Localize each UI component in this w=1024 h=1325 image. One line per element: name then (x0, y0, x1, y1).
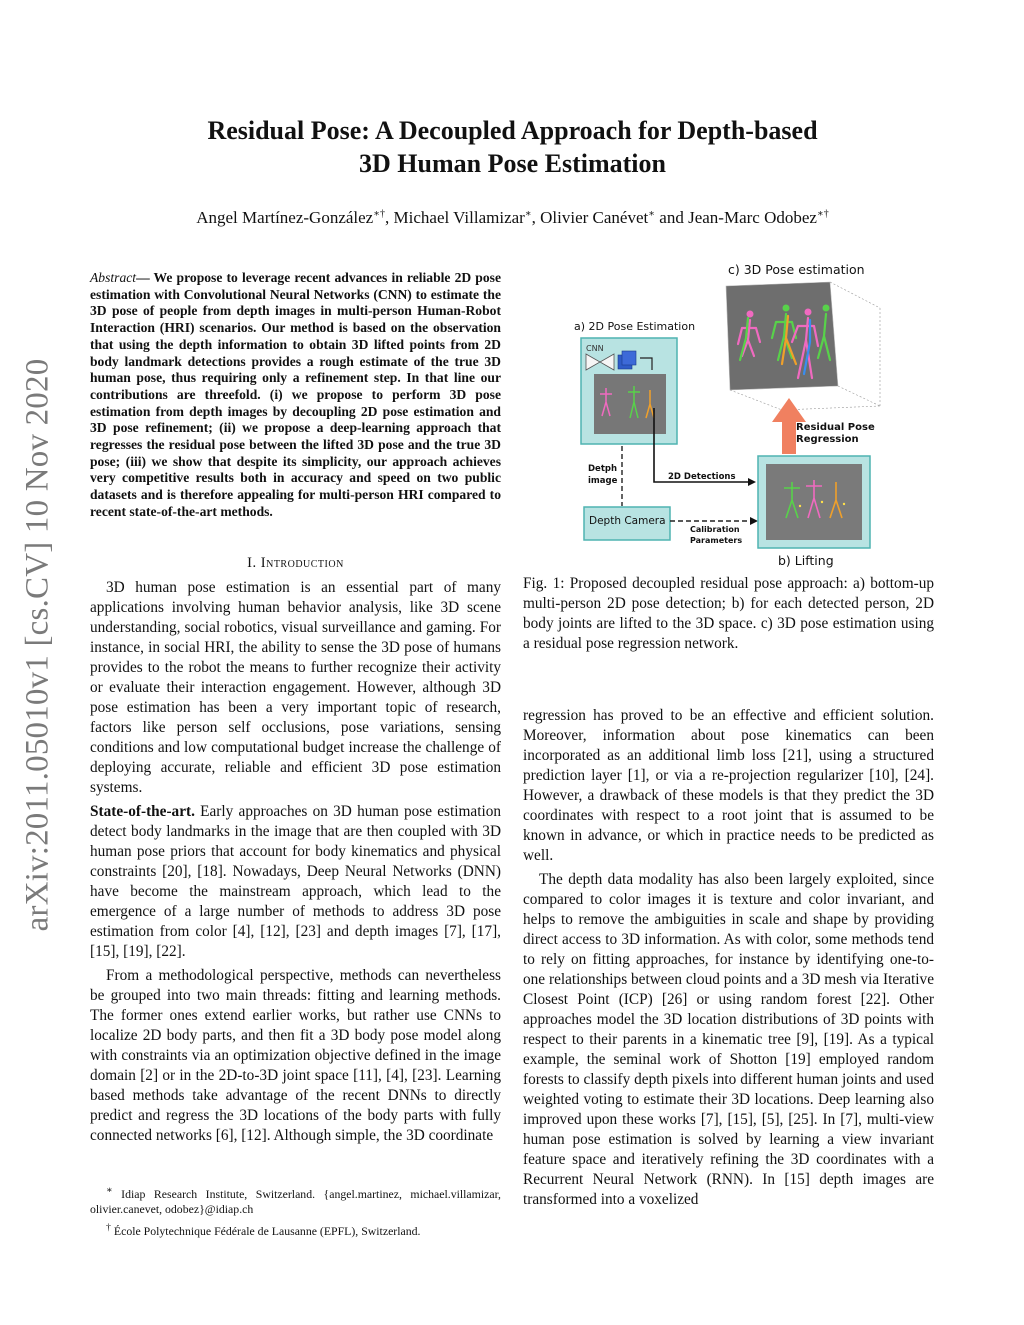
residual-label-1: Residual Pose (796, 422, 875, 433)
abstract-text: — We propose to leverage recent advances in reliable 2D pose estimation with Convolutional Neural Networks (CNN) to estimate the 3D pose of people from depth images in multi-person Human-Robot Interaction (HRI) scenarios. Our method is based on the observation that using the depth information to obtain 3D lifted points from 2D body landmark detections provides a rough estimate of the true 3D human pose, thus requiring only a refinement step. In that line our contributions are threefold. (i) we propose to perform 3D pose estimation from depth images by decoupling 2D pose estimation and 3D pose refinement; (ii) we propose a deep-learning approach that regresses the residual pose between the lifted 3D pose and the true 3D pose; (iii) we show that despite its simplicity, our approach achieves very competitive results both in accuracy and speed on two public datasets and is therefore appealing for multi-person HRI compared to recent state-of-the-art methods. (90, 270, 501, 519)
author-3-mark: ∗ (648, 208, 656, 220)
footnote-2 (90, 1220, 501, 1239)
intro-paragraph-1: 3D human pose estimation is an essential part of many applications involving human behavior analysis, like 3D scene understanding, social robotics, visual surveillance and gaming. For instance, in social HRI, the ability to sense the 3D pose of humans provides to the robot the means to further recognize their activity or evaluate their interaction engagement. However, although 3D pose estimation has been a very important topic of research, factors like person self occlusions, pose variations, sensing conditions and low computational budget increase the challenge of deploying accurate, reliable and efficient 3D pose estimation systems. (90, 579, 501, 796)
lifting-image (766, 464, 862, 540)
label-2d-pose: a) 2D Pose Estimation (574, 320, 696, 333)
section-number: I. (247, 555, 261, 571)
footnote-1-mark: ∗ (106, 1185, 113, 1196)
intro-paragraph-3: From a methodological perspective, methods can nevertheless be grouped into two main threads: fitting and learning methods. The former ones extend earlier works, but rather use CNNs to localize 2D body parts, and then fit a 3D body pose model along with constraints via an optimization objective defined in the image domain [2] or in the 2D-to-3D joint space [11], [4], [23]. Learning based methods take advantage of the recent DNNs to directly predict and regress the 3D locations of the body parts with fully connected networks [6], [12]. Although simple, the 3D coordinate (90, 967, 501, 1144)
author-list (90, 208, 935, 228)
author-3: , Olivier Canévet (531, 208, 649, 227)
label-3d-pose: c) 3D Pose estimation (728, 262, 865, 277)
residual-label-2: Regression (796, 434, 859, 445)
figure-1 (560, 256, 930, 568)
depth-image-label-1: Detph (588, 464, 618, 474)
cnn-label: CNN (586, 344, 604, 353)
paper-title (90, 114, 935, 180)
author-1: Angel Martínez-González (196, 208, 374, 227)
intro-paragraph-2 (90, 802, 501, 962)
footnote-1 (90, 1183, 501, 1217)
footnote-2-mark: † (106, 1221, 111, 1233)
right-paragraph-2: The depth data modality has also been largely exploited, since compared to color images it is texture and color invariant, and helps to remove the ambiguities in scale and shape by providing direct access to 3D information. As with color, some methods tend to rely on fitting approaches, for instance by identifying one-to-one relationships between cloud points and a 3D mesh via Iterative Closest Point (ICP) [26] or using random forest [22]. Other approaches model the 3D location distributions of 3D points with respect to their parents in a kinematic tree [9], [19]. As a typical example, the seminal work of Shotton [19] employed random forests to classify depth pixels into different human joints and used weighted voting to estimate their 3D locations. Deep learning also improved upon these works [7], [15], [5], [25]. In [7], multi-view human pose estimation is solved by learning a view invariant feature space and iteratively refining the 3D coordinates with a Recurrent Neural Network (RNN). In [15] depth images are transformed into a voxelized (523, 871, 934, 1208)
abstract (90, 270, 501, 521)
figure-caption: Fig. 1: Proposed decoupled residual pose approach: a) bottom-up multi-person 2D pose detection; b) for each detected person, 2D body joints are lifted to the 3D space. c) 3D pose estimation using a residual pose regression network. (523, 575, 934, 652)
footnotes (90, 1183, 501, 1239)
author-4-mark: ∗† (816, 208, 829, 220)
arxiv-id: arXiv:2011.05010v1 [cs.CV] 10 Nov 2020 (19, 358, 56, 932)
footnote-2-text: École Polytechnique Fédérale de Lausanne (EPFL), Switzerland. (110, 1223, 421, 1238)
footnote-1-text: Idiap Research Institute, Switzerland. {angel.martinez, michael.villamizar, olivier.canevet, odobez}@idiap.ch (90, 1186, 501, 1216)
depth-image-label-2: image (588, 476, 618, 486)
right-paragraph-1: regression has proved to be an effective and efficient solution. Moreover, information about pose kinematics can been incorporated as an additional limb loss [21], using a structured prediction layer [1], or via a re-projection regularizer [10], [24]. However, a drawback of these models is that they predict the 3D coordinates with respect to a root joint that is assumed to be known in advance, or which in practice needs to be predicted as well. (523, 707, 934, 864)
label-lifting: b) Lifting (778, 553, 834, 568)
author-4: and Jean-Marc Odobez (655, 208, 817, 227)
calibration-label-1: Calibration (690, 525, 740, 534)
sota-text: Early approaches on 3D human pose estimation detect body landmarks in the image that are then coupled with 3D human pose priors that account for body kinematics and physical constraints [20], [18]. Nowadays, Deep Neural Networks (DNN) have become the mainstream approach, which lead to the emergence of a large number of methods to address 3D pose estimation from color [4], [12], [23] and depth images [7], [17], [15], [19], [22]. (90, 803, 501, 960)
arxiv-stamp (8, 345, 68, 945)
depth-camera-label: Depth Camera (589, 515, 666, 527)
abstract-label: Abstract (90, 270, 137, 285)
left-column-body (90, 578, 501, 1146)
section-heading (90, 553, 501, 573)
title-line-2: 3D Human Pose Estimation (359, 149, 666, 178)
author-2: , Michael Villamizar (385, 208, 525, 227)
author-1-mark: ∗† (373, 208, 386, 220)
section-title: Introduction (260, 555, 344, 571)
detections-label: 2D Detections (668, 472, 736, 482)
calibration-label-2: Parameters (690, 536, 743, 545)
sota-heading: State-of-the-art. (90, 803, 195, 820)
right-column-body (523, 706, 934, 1210)
author-2-mark: ∗ (524, 208, 532, 220)
title-line-1: Residual Pose: A Decoupled Approach for Depth-based (207, 116, 818, 145)
